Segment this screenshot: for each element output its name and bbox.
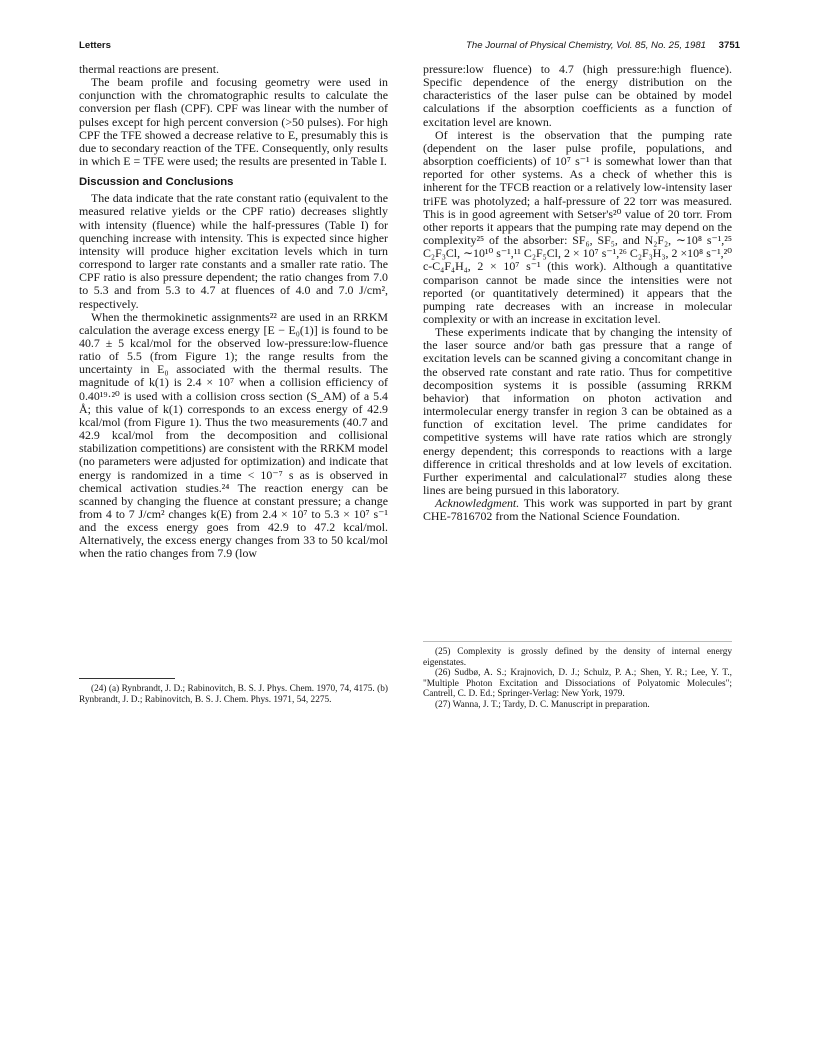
paragraph: The data indicate that the rate constant ratio (equivalent to the measured relative yields or the CPF ratio) decreases slightly with intensity (fluence) while the half-pressures (Table I) for quenching increase with intensity. This is expected since higher intensity will produce higher excitation levels which in turn correspond to larger rate constants and a smaller rate ratio. The CPF ratio is also pressure dependent; the ratio changes from 7.0 to 5.3 and from 5.3 to 4.7 at fluences of 4.0 and 7.0 J/cm², respectively. — [79, 191, 388, 311]
footnote: (25) Complexity is grossly defined by the density of internal energy eigenstates. — [423, 647, 732, 668]
acknowledgment — [423, 497, 732, 523]
page-number: 3751 — [718, 40, 740, 51]
section-heading: Discussion and Conclusions — [79, 176, 234, 189]
paragraph: Of interest is the observation that the pumping rate (dependent on the laser pulse profile, populations, and absorption coefficients) of 10⁷ s⁻¹ is somewhat lower than that reported for other systems. As a check of whether this is inherent for the TFCB reaction or a relatively low-intensity laser triFE was photolyzed; a half-pressure of 22 torr was measured. This is in good agreement with Setser's²⁰ value of 20 torr. From other reports it appears that the pumping rate may depend on the complexity²⁵ of the absorber: SF₆, SF₅, and N₂F₂, ∼10⁸ s⁻¹,²⁵ C₂F₃Cl, ∼10¹⁰ s⁻¹,¹¹ C₂F₅Cl, 2 × 10⁷ s⁻¹,²⁶ C₂F₃H₃, 2 ×10⁸ s⁻¹,²⁰ c-C₄F₄H₄, 2 × 10⁷ s⁻¹ (this work). Although a quantitative comparison cannot be made since the intensities were not reported (or quantitatively determined) it appears that the pumping rate decreases with an increase in molecular complexity or with an increase in excitation level. — [423, 127, 732, 326]
journal-citation: The Journal of Physical Chemistry, Vol. 85, No. 25, 1981 — [466, 40, 706, 51]
footnote-rule — [423, 641, 732, 642]
footnote: (24) (a) Rynbrandt, J. D.; Rabinovitch, B. S. J. Phys. Chem. 1970, 74, 4175. (b) Rynbrandt, J. D.; Rabinovitch, B. S. J. Chem. Phys. 1971, 54, 2275. — [79, 684, 388, 705]
section-label: Letters — [79, 40, 111, 51]
footnote-rule — [79, 678, 175, 679]
right-column — [423, 63, 732, 523]
footnotes-left — [79, 678, 388, 705]
paragraph: When the thermokinetic assignments²² are used in an RRKM calculation the average excess energy [E − E₀(1)] is found to be 40.7 ± 5 kcal/mol for the observed low-pressure:low-fluence ratio of 5.5 (from Figure 1); the range results from the uncertainty in E₀ associated with the thermal results. The magnitude of k(1) is 2.4 × 10⁷ when a collision efficiency of 0.40¹⁹·²⁰ is used with a collision cross section (S_AM) of a 5.4 Å; this value of k(1) corresponds to an excess energy of 42.9 kcal/mol (from Figure 1). Thus the two measurements (40.7 and 42.9 kcal/mol from the decomposition and collisional stabilization competitions) are consistent with the RRKM model (no parameters were adjusted for optimization) and indicate that energy is randomized in a time < 10⁻⁷ s as is observed in chemical activation studies.²⁴ The reaction energy can be scanned by changing the fluence at constant pressure; a change from 4 to 7 J/cm² changes k(E) from 2.4 × 10⁷ to 5.3 × 10⁷ s⁻¹ and the excess energy goes from 42.9 to 47.2 kcal/mol. Alternatively, the excess energy changes from 33 to 50 kcal/mol when the ratio changes from 7.9 (low — [79, 309, 388, 561]
acknowledgment-label: Acknowledgment. — [435, 496, 520, 511]
paragraph: pressure:low fluence) to 4.7 (high pressure:high fluence). Specific dependence of the energy distribution on the characteristics of the laser pulse can be obtained by model calculations if the absorption coefficients as a function of excitation level are known. — [423, 62, 732, 129]
paragraph: thermal reactions are present. — [79, 62, 219, 76]
paragraph: These experiments indicate that by changing the intensity of the laser source and/or bath gas pressure that a range of excitation levels can be scanned giving a concomitant change in the observed rate constant and rate ratio. Thus for competitive decomposition systems it is possible (assuming RRKM behavior) that information on photon activation and intermolecular energy transfer in region 3 can be obtained as a function of excitation level. The prime candidates for competitive systems will have rate ratios which are strongly energy dependent; this corresponds to reactions with a large difference in critical thresholds and at low levels of excitation. Further experimental and calculational²⁷ studies along these lines are being pursued in this laboratory. — [423, 325, 732, 497]
footnote: (27) Wanna, J. T.; Tardy, D. C. Manuscript in preparation. — [435, 699, 650, 710]
left-column — [79, 63, 388, 561]
running-header — [79, 40, 740, 56]
footnote: (26) Sudbø, A. S.; Krajnovich, D. J.; Schulz, P. A.; Shen, Y. R.; Lee, Y. T., "Multiple Photon Excitation and Dissociations of Polyatomic Molecules"; Cantrell, C. D. Ed.; Springer-Verlag: New York, 1979. — [423, 668, 732, 700]
acknowledgment-text: This work was supported in part by grant CHE-7816702 from the National Science Foundation. — [423, 496, 732, 524]
footnotes-right — [423, 641, 732, 711]
paragraph: The beam profile and focusing geometry were used in conjunction with the chromatographic results to calculate the conversion per flash (CPF). CPF was linear with the number of pulses except for high percent conversion (>50 pulses). For high CPF the TFE showed a decrease relative to E, presumably this is due to secondary reaction of the TFE. Consequently, only results in which E = TFE were used; the results are presented in Table I. — [79, 75, 388, 169]
